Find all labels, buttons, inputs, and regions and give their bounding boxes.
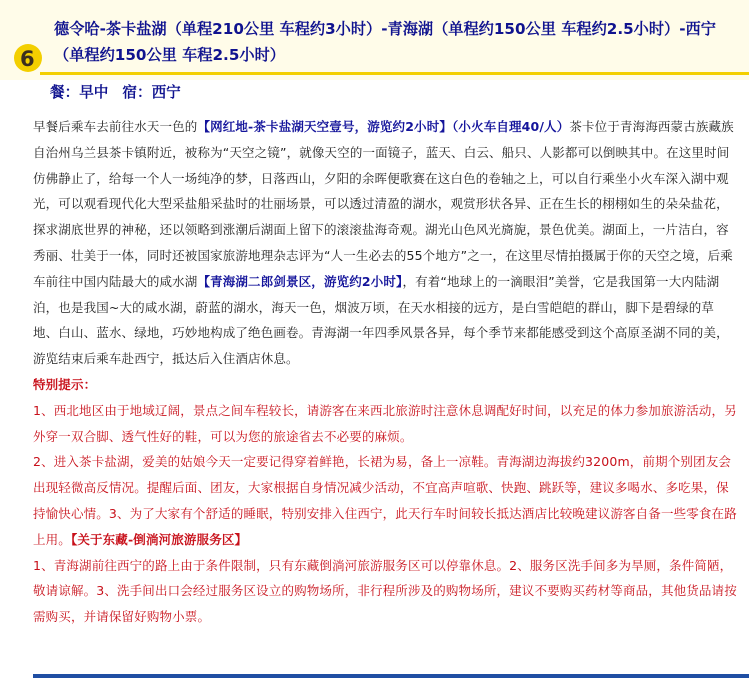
paragraph-text-start: 早餐后乘车去前往水天一色的: [33, 119, 198, 134]
day-header: [0, 0, 749, 80]
tip-item-2: [33, 449, 739, 552]
day-title: 德令哈-茶卡盐湖（单程210公里 车程约3小时）-青海湖（单程约150公里 车程约2.5小时）-西宁（单程约150公里 车程2.5小时）: [54, 20, 716, 64]
meals-label: 餐：早中: [50, 84, 109, 101]
highlight-chaka-salt-lake: 【网红地-茶卡盐湖天空壹号，游览约2小时】（小火车自理40/人）: [197, 119, 570, 134]
paragraph-text-middle: 茶卡位于青海海西蒙古族藏族自治州乌兰县茶卡镇附近，被称为“天空之镜”，就像天空的一面镜子，蓝天、白云、船只、人影都可以倒映其中。在这里时间仿佛静止了，给每一个人一场纯净的梦，日落西山，夕阳的余晖便歌赛在这白色的卷轴之上，可以自行乘坐小火车深入湖中观光，可以观看现代化大型采盐船采盐时的壮丽场景，可以透过清盈的湖水，观赏形状各异、正在生长的栩栩如生的朵朵盐花，探求湖底世界的神秘，还以领略到涨潮后湖面上留下的滚滚盐海奇观。湖光山色风光旖旎，景色优美。湖面上，一片洁白，容秀丽、壮美于一体，同时还被国家旅游地理杂志评为“人一生必去的55个地方”之一，在这里尽情拍摄属于你的天空之境，后乘车前往中国内陆最大的咸水湖: [33, 119, 734, 289]
itinerary-paragraph: [33, 114, 739, 372]
itinerary-content: [33, 114, 739, 630]
meal-lodging-line: [50, 80, 181, 106]
tip-item-3: 1、青海湖前往西宁的路上由于条件限制，只有东藏倒淌河旅游服务区可以停靠休息。2、服务区洗手间多为旱厕，条件简陋，敬请谅解。3、洗手间出口会经过服务区设立的购物场所，非行程所涉及的购物场所，建议不要购买药材等商品，其他货品请按需购买，并请保留好购物小票。: [33, 557, 737, 625]
bottom-divider: [33, 674, 749, 678]
tip-service-area-heading: 【关于东藏-倒淌河旅游服务区】: [70, 531, 248, 547]
day-number: 6: [20, 47, 35, 71]
highlight-qinghai-lake: 【青海湖二郎剑景区，游览约2小时】: [197, 273, 403, 289]
tip-item-2-text: 2、进入茶卡盐湖，爱美的姑娘今天一定要记得穿着鲜艳，长裙为易，备上一凉鞋。青海湖边海拔约3200m，前期个别团友会出现轻微高反情况。提醒后面、团友，大家根据自身情况减少活动，不宜高声喧歌、快跑、跳跃等，建议多喝水、多吃果，保持愉快心情。3、为了大家有个舒适的睡眠，特别安排入住西宁，此天行车时间较长抵达酒店比较晚建议游客自备一些零食在路上用。: [33, 454, 737, 547]
tips-heading: 特别提示：: [33, 376, 97, 392]
tip-item-1: 1、西北地区由于地域辽阔，景点之间车程较长，请游客在来西北旅游时注意休息调配好时间，以充足的体力参加旅游活动，另外穿一双合脚、透气性好的鞋，可以为您的旅途省去不必要的麻烦。: [33, 402, 737, 444]
paragraph-text-end: ，有着“地球上的一滴眼泪”美誉，它是我国第一大内陆湖泊，也是我国~大的咸水湖，蔚蓝的湖水，海天一色，烟波万顷，在天水相接的远方，是白雪皑皑的群山，脚下是碧绿的草地、白山、蓝水、绿地，巧妙地构成了绝色画卷。青海湖一年四季风景各异，每个季节来都能感受到这个高原圣湖不同的美，游览结束后乘车赴西宁，抵达后入住酒店休息。: [33, 273, 729, 367]
header-divider: [40, 72, 749, 75]
lodging-label: 宿：西宁: [122, 84, 181, 101]
